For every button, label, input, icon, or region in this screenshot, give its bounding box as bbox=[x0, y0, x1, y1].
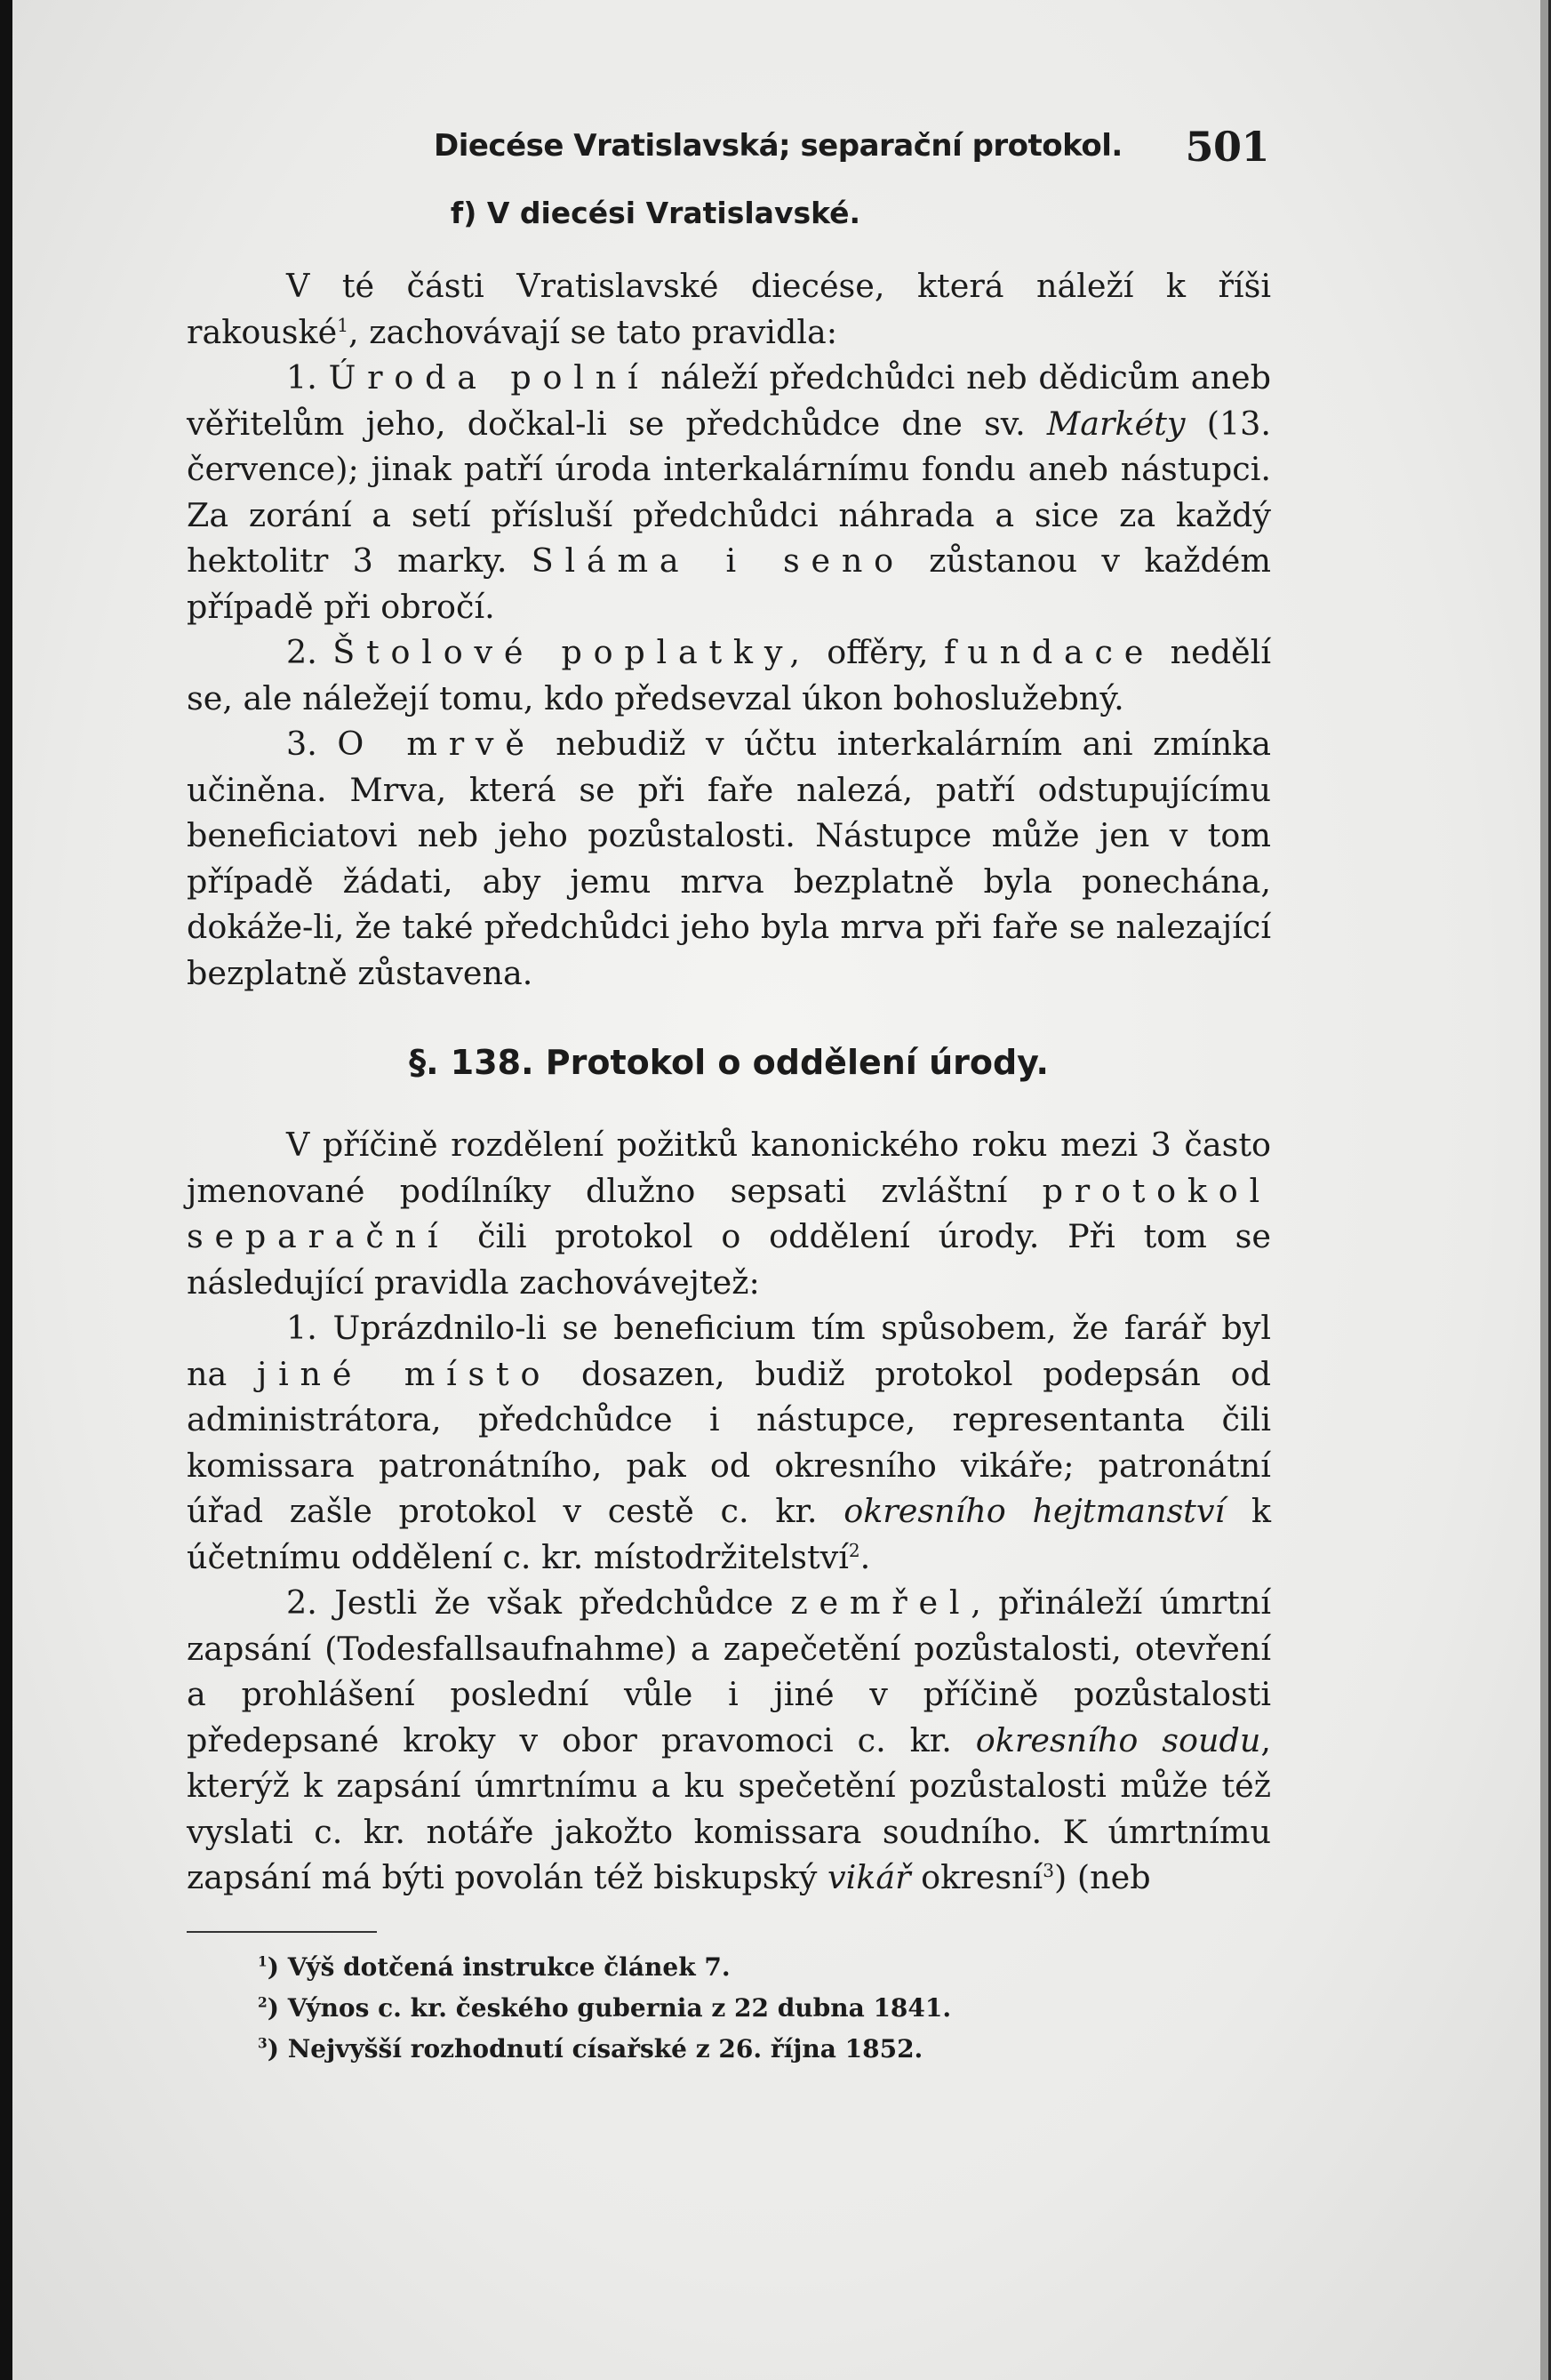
footnote-text: ) Výnos c. kr. českého gubernia z 22 dubna 1841. bbox=[267, 1992, 952, 2023]
subheading-text: f) V diecési Vratislavské. bbox=[450, 196, 861, 230]
rule-text: dosazen, budiž protokol podepsán od administrátora, předchůdce i nástupce, representanta čili komissara patronátního, pak od okresního vikáře; patronátní úřad zašle protokol v cestě c. kr. bbox=[187, 1354, 1271, 1530]
rule-text: zůstanou v každém případě při obročí. bbox=[187, 541, 1271, 626]
footnotes bbox=[187, 1947, 1271, 2070]
rule-text: Jestli že však předchůdce bbox=[316, 1583, 791, 1622]
footnote-mark: 3 bbox=[258, 2035, 268, 2052]
page-left-edge bbox=[0, 0, 12, 2380]
rule-keyword: Sláma i seno bbox=[531, 541, 905, 580]
rule-number: 3. bbox=[286, 725, 317, 763]
section-intro-text: čili protokol o oddělení úrody. Při tom se následující pravidla zachovávejtež: bbox=[187, 1217, 1271, 1302]
section-intro bbox=[187, 1122, 1271, 1305]
rule-text: . bbox=[859, 1537, 871, 1576]
rule-text: , kterýž k zapsání úmrtnímu a ku spečetění pozůstalosti může též vyslati c. kr. notáře jakožto komissara soudního. K úmrtnímu zapsání má býti povolán též biskupský bbox=[187, 1720, 1271, 1896]
rule-text: nedělí se, ale náležejí tomu, kdo předsevzal úkon bohoslužebný. bbox=[187, 633, 1272, 717]
rule-keyword: O mrvě bbox=[337, 725, 536, 763]
subheading bbox=[0, 196, 1551, 230]
footnote-mark: 2 bbox=[258, 1994, 268, 2011]
rule-number: 2. bbox=[286, 1583, 317, 1622]
rule-keyword: Štolové poplatky, bbox=[332, 633, 811, 671]
footnote-ref-1: 1 bbox=[337, 314, 349, 336]
rule-keyword: fundace bbox=[944, 633, 1155, 671]
rule-text: , přináleží úmrtní zapsání (Todesfallsaufnahme) a zapečetění pozůstalosti, otevření a prohlášení poslední vůle i jiné v příčině pozůstalosti předepsané kroky v obor pravomoci c. kr. bbox=[187, 1583, 1272, 1759]
rule-text: offěry, bbox=[811, 633, 944, 671]
rule-f-1 bbox=[187, 355, 1271, 629]
rule-italic: okresního hejtmanství bbox=[843, 1492, 1226, 1530]
rule-f-3 bbox=[187, 721, 1271, 996]
rule-text: (13. července); jinak patří úroda interkalárnímu fondu aneb nástupci. Za zorání a setí přísluší předchůdci náhrada a sice za každý hektolitr 3 marky. bbox=[187, 404, 1271, 580]
running-header bbox=[434, 123, 1269, 176]
rule-138-1 bbox=[187, 1305, 1271, 1580]
rule-keyword: zemřel bbox=[790, 1583, 971, 1622]
footnote-ref-2: 2 bbox=[848, 1539, 860, 1561]
intro-paragraph bbox=[187, 263, 1271, 355]
rule-text: náleží předchůdci neb dědicům aneb věřitelům jeho, dočkal-li se předchůdce dne sv. bbox=[187, 358, 1271, 443]
footnote bbox=[258, 1947, 1271, 1988]
rule-number: 2. bbox=[286, 633, 317, 671]
rule-f-2 bbox=[187, 629, 1271, 721]
rule-italic: vikář bbox=[827, 1858, 911, 1896]
running-title: Diecése Vratislavská; separační protokol. bbox=[434, 128, 1123, 164]
footnote bbox=[258, 2029, 1271, 2070]
footnote-text: ) Nejvyšší rozhodnutí císařské z 26. října 1852. bbox=[267, 2033, 923, 2063]
footnote-divider bbox=[187, 1931, 377, 1933]
rule-text: k účetnímu oddělení c. kr. místodržitelství bbox=[187, 1492, 1271, 1576]
rule-keyword: jiné místo bbox=[257, 1354, 552, 1393]
footnote-text: ) Výš dotčená instrukce článek 7. bbox=[267, 1951, 731, 1982]
body-text bbox=[187, 263, 1271, 2070]
rule-text: ) (neb bbox=[1054, 1858, 1151, 1896]
section-heading: §. 138. Protokol o oddělení úrody. bbox=[409, 1043, 1049, 1082]
rule-number: 1. bbox=[286, 1309, 317, 1347]
intro-text-a: V té části Vratislavské diecése, která náleží k říši rakouské bbox=[187, 267, 1271, 351]
rule-keyword: Úroda polní bbox=[328, 358, 650, 397]
rule-text: Uprázdnilo-li se beneficium tím spůsobem, že farář byl na bbox=[187, 1309, 1271, 1393]
rule-italic: Markéty bbox=[1046, 404, 1186, 443]
rule-138-2 bbox=[187, 1580, 1271, 1901]
section-intro-text: V příčině rozdělení požitků kanonického roku mezi 3 často jmenované podílníky dlužno sepsati zvláštní bbox=[187, 1126, 1271, 1210]
intro-text-b: , zachovávají se tato pravidla: bbox=[348, 312, 838, 351]
footnote bbox=[258, 1988, 1271, 2029]
rule-number: 1. bbox=[286, 358, 317, 397]
footnote-ref-3: 3 bbox=[1043, 1859, 1054, 1881]
page-number: 501 bbox=[1185, 123, 1269, 171]
rule-text: okresní bbox=[910, 1858, 1043, 1896]
footnote-mark: 1 bbox=[258, 1953, 268, 1970]
rule-text: nebudiž v účtu interkalárním ani zmínka učiněna. Mrva, která se při faře nalezá, patří odstupujícímu beneficiatovi neb jeho pozůstalosti. Nástupce může jen v tom případě žádati, aby jemu mrva bezplatně byla ponechána, dokáže-li, že také předchůdci jeho byla mrva při faře se nalezající bezplatně zůstavena. bbox=[187, 725, 1271, 992]
rule-italic: okresního soudu bbox=[975, 1720, 1261, 1759]
section-intro-keyword: protokol separační bbox=[187, 1171, 1271, 1255]
